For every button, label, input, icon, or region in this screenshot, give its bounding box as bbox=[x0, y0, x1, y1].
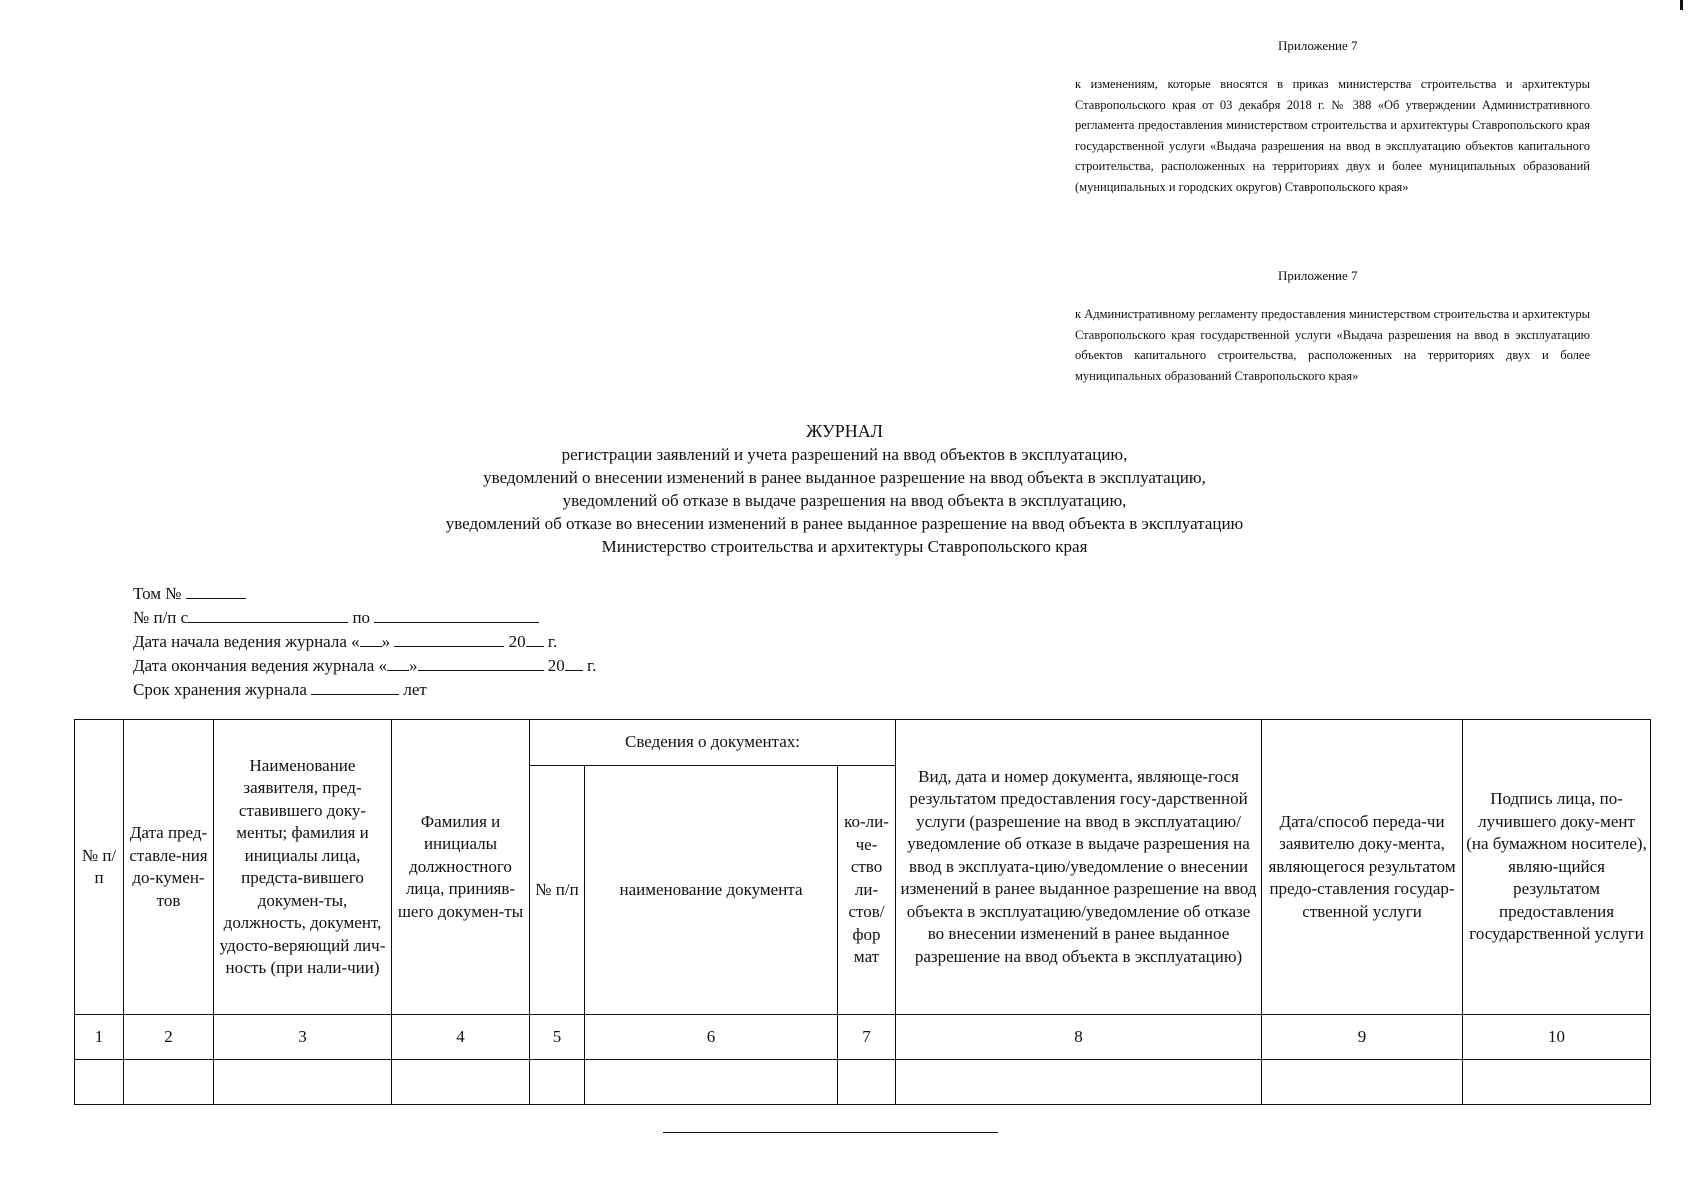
journal-subtitle-line: регистрации заявлений и учета разрешений на ввод объектов в эксплуатацию, bbox=[561, 445, 1128, 464]
storage-label: Срок хранения журнала bbox=[133, 680, 307, 699]
header-c10: Подпись лица, по-лучившего доку-мент (на бумажном носителе), являю-щийся результатом предоставления государственной услуги bbox=[1463, 720, 1651, 1015]
table-cell[interactable] bbox=[124, 1060, 214, 1105]
table-cell[interactable] bbox=[838, 1060, 896, 1105]
header-c9: Дата/способ переда-чи заявителю доку-мента, являющегося результатом предо-ставления государ-ственной услуги bbox=[1262, 720, 1463, 1015]
range-from-label: № п/п с bbox=[133, 608, 189, 627]
start-date-label: Дата начала ведения журнала « bbox=[133, 632, 360, 651]
quote-close: » bbox=[381, 632, 391, 651]
column-number: 10 bbox=[1463, 1015, 1651, 1060]
table-cell[interactable] bbox=[896, 1060, 1262, 1105]
storage-field bbox=[133, 677, 596, 701]
year-suffix: г. bbox=[587, 656, 597, 675]
year-prefix: 20 bbox=[547, 656, 565, 675]
end-day-blank[interactable] bbox=[387, 653, 409, 671]
table-cell[interactable] bbox=[392, 1060, 530, 1105]
table-cell[interactable] bbox=[1463, 1060, 1651, 1105]
journal-subtitle-line: уведомлений об отказе во внесении изменений в ранее выданное разрешение на ввод объекта в эксплуатацию bbox=[445, 514, 1244, 533]
column-number: 2 bbox=[124, 1015, 214, 1060]
start-year-blank[interactable] bbox=[526, 629, 544, 647]
header-documents-group: Сведения о документах: bbox=[530, 720, 896, 766]
table-cell[interactable] bbox=[530, 1060, 585, 1105]
header-c2: Дата пред-ставле-ния до-кумен-тов bbox=[124, 720, 214, 1015]
volume-blank[interactable] bbox=[186, 581, 246, 599]
range-to-blank[interactable] bbox=[374, 605, 539, 623]
column-number: 7 bbox=[838, 1015, 896, 1060]
table-cell[interactable] bbox=[1262, 1060, 1463, 1105]
header-c6: наименование документа bbox=[585, 766, 838, 1015]
journal-title: ЖУРНАЛ bbox=[806, 421, 883, 441]
column-number: 8 bbox=[896, 1015, 1262, 1060]
end-year-blank[interactable] bbox=[565, 653, 583, 671]
journal-subtitle-line: уведомлений об отказе в выдаче разрешения на ввод объекта в эксплуатацию, bbox=[562, 491, 1127, 510]
annex-1-text: к изменениям, которые вносятся в приказ министерства строительства и архитектуры Ставропольского края от 03 декабря 2018 г. № 388 «Об утверждении Административного регламента предоставления министерством строительства и архитектуры Ставропольского края государственной услуги «Выдача разрешения на ввод в эксплуатацию объектов капитального строительства, расположенных на территориях двух и более муниципальных образований (муниципальных и городских округов) Ставропольского края» bbox=[1075, 77, 1590, 194]
header-c5: № п/п bbox=[530, 766, 585, 1015]
table-row bbox=[75, 1060, 1651, 1105]
column-number: 4 bbox=[392, 1015, 530, 1060]
scan-edge-mark bbox=[1680, 0, 1683, 10]
header-c4: Фамилия и инициалы должностного лица, принияв-шего докумен-ты bbox=[392, 720, 530, 1015]
column-number: 1 bbox=[75, 1015, 124, 1060]
year-prefix: 20 bbox=[508, 632, 526, 651]
year-suffix: г. bbox=[547, 632, 558, 651]
table-cell[interactable] bbox=[214, 1060, 392, 1105]
column-number-row bbox=[75, 1015, 1651, 1060]
table-cell[interactable] bbox=[75, 1060, 124, 1105]
annex-1-title: Приложение 7 bbox=[1278, 38, 1358, 53]
column-number: 6 bbox=[585, 1015, 838, 1060]
end-date-field bbox=[133, 653, 596, 677]
journal-subtitle-line: уведомлений о внесении изменений в ранее выданное разрешение на ввод объекта в эксплуатацию, bbox=[483, 468, 1206, 487]
storage-unit: лет bbox=[403, 680, 427, 699]
range-from-blank[interactable] bbox=[188, 605, 348, 623]
start-month-blank[interactable] bbox=[394, 629, 504, 647]
header-c3: Наименование заявителя, пред-ставившего доку-менты; фамилия и инициалы лица, предста-вившего докумен-ты, должность, документ, удосто-веряющий лич-ность (при нали-чии) bbox=[214, 720, 392, 1015]
volume-label: Том № bbox=[133, 584, 182, 603]
journal-title-block bbox=[0, 420, 1689, 558]
table-cell[interactable] bbox=[585, 1060, 838, 1105]
header-c8: Вид, дата и номер документа, являюще-гося результатом предоставления госу-дарственной услуги (разрешение на ввод в эксплуатацию/ уведомление об отказе в выдаче разрешения на ввод в эксплуата-цию/уведомление о внесении изменений в ранее выданное разрешение на ввод объекта в эксплуатацию/уведомление об отказе во внесении изменений в ранее выданное разрешение на ввод объекта в эксплуатацию) bbox=[896, 720, 1262, 1015]
start-day-blank[interactable] bbox=[360, 629, 382, 647]
column-number: 9 bbox=[1262, 1015, 1463, 1060]
journal-fields bbox=[133, 581, 596, 701]
start-date-field bbox=[133, 629, 596, 653]
header-c7: ко-ли-че-ство ли-стов/фор мат bbox=[838, 766, 896, 1015]
storage-blank[interactable] bbox=[311, 677, 399, 695]
annex-2-text: к Административному регламенту предоставления министерством строительства и архитектуры Ставропольского края государственной услуги «Выдача разрешения на ввод в эксплуатацию объектов капитального строительства, расположенных на территориях двух и более муниципальных образований Ставропольского края» bbox=[1075, 307, 1590, 383]
journal-table bbox=[74, 719, 1651, 1105]
end-date-label: Дата окончания ведения журнала « bbox=[133, 656, 388, 675]
quote-close: » bbox=[409, 656, 418, 675]
annex-2-title: Приложение 7 bbox=[1278, 268, 1358, 283]
volume-field bbox=[133, 581, 596, 605]
journal-ministry-line: Министерство строительства и архитектуры Ставропольского края bbox=[601, 537, 1088, 556]
header-c1: № п/п bbox=[75, 720, 124, 1015]
closing-rule bbox=[663, 1132, 998, 1133]
range-to-label: по bbox=[352, 608, 371, 627]
end-month-blank[interactable] bbox=[418, 653, 544, 671]
column-number: 5 bbox=[530, 1015, 585, 1060]
range-field bbox=[133, 605, 596, 629]
column-number: 3 bbox=[214, 1015, 392, 1060]
